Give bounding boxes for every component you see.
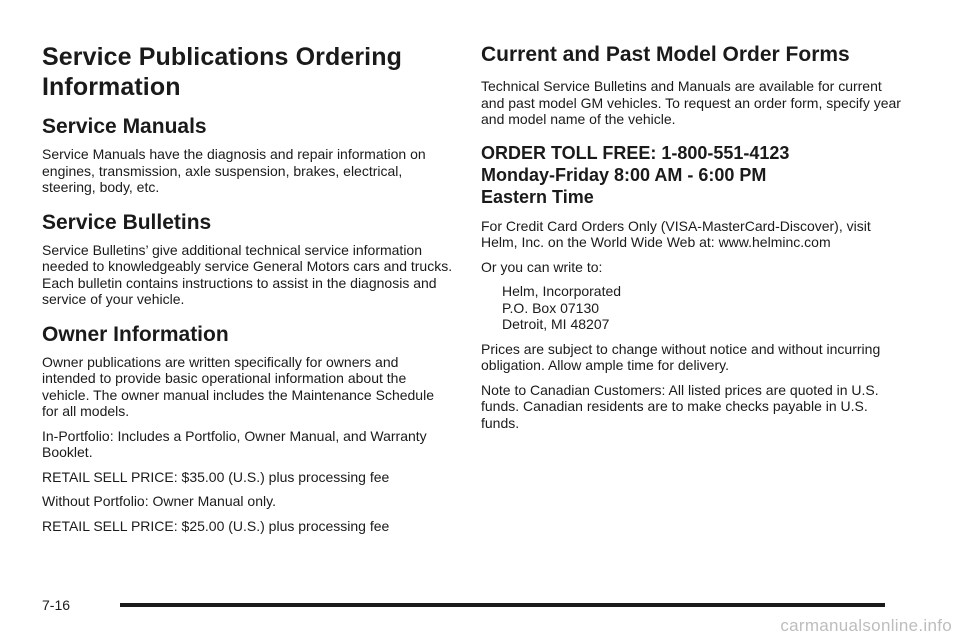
prices-note: Prices are subject to change without notice and without incurring obligation. Allow ample time for delivery. (481, 340, 881, 373)
address-line-2: P.O. Box 07130 (502, 299, 600, 316)
address-line-3: Detroit, MI 48207 (502, 316, 610, 332)
without-portfolio-text: Without Portfolio: Owner Manual only. (42, 493, 276, 509)
in-portfolio-text: In-Portfolio: Includes a Portfolio, Owner Manual, and Warranty Booklet. (42, 427, 427, 460)
order-toll-free-heading (481, 142, 901, 208)
service-manuals-heading: Service Manuals (42, 115, 207, 138)
footer-rule (120, 603, 885, 607)
service-manuals-body: Service Manuals have the diagnosis and repair information on engines, transmission, axle suspension, brakes, electrical, steering, body, etc. (42, 146, 426, 195)
right-column (481, 42, 901, 439)
page-title-line-1: Service Publications Ordering (42, 43, 402, 71)
service-bulletins-body: Service Bulletins’ give additional technical service information needed to knowledgeably service General Motors cars and trucks. Each bulletin contains instructions to assist in the diagnosis and service of your vehicle. (42, 241, 453, 307)
owner-information-heading: Owner Information (42, 322, 229, 346)
order-forms-body: Technical Service Bulletins and Manuals are available for current and past model GM vehicles. To request an order form, specify year and model name of the vehicle. (481, 78, 901, 127)
mailing-address (502, 283, 901, 333)
order-toll-free-line-3: Eastern Time (481, 186, 594, 207)
page-title (42, 42, 454, 102)
write-to-text: Or you can write to: (481, 258, 603, 275)
retail-price-portfolio: RETAIL SELL PRICE: $35.00 (U.S.) plus processing fee (42, 468, 390, 485)
page-title-line-2: Information (42, 73, 181, 101)
order-toll-free-line-1: ORDER TOLL FREE: 1-800-551-4123 (481, 142, 790, 163)
order-toll-free-line-2: Monday-Friday 8:00 AM - 6:00 PM (481, 164, 767, 185)
watermark: carmanualsonline.info (780, 616, 952, 635)
page-number: 7-16 (42, 597, 71, 613)
left-column (42, 42, 454, 542)
service-bulletins-heading: Service Bulletins (42, 210, 212, 234)
credit-card-orders-text: For Credit Card Orders Only (VISA-MasterCard-Discover), visit Helm, Inc. on the World Wide Web at: www.helminc.com (481, 217, 871, 250)
order-forms-heading: Current and Past Model Order Forms (481, 43, 850, 66)
retail-price-no-portfolio: RETAIL SELL PRICE: $25.00 (U.S.) plus processing fee (42, 517, 390, 534)
address-line-1: Helm, Incorporated (502, 283, 622, 299)
canadian-customers-note: Note to Canadian Customers: All listed prices are quoted in U.S. funds. Canadian residents are to make checks payable in U.S. funds. (481, 381, 879, 431)
owner-information-body: Owner publications are written specifically for owners and intended to provide basic operational information about the vehicle. The owner manual includes the Maintenance Schedule for all models. (42, 353, 434, 419)
